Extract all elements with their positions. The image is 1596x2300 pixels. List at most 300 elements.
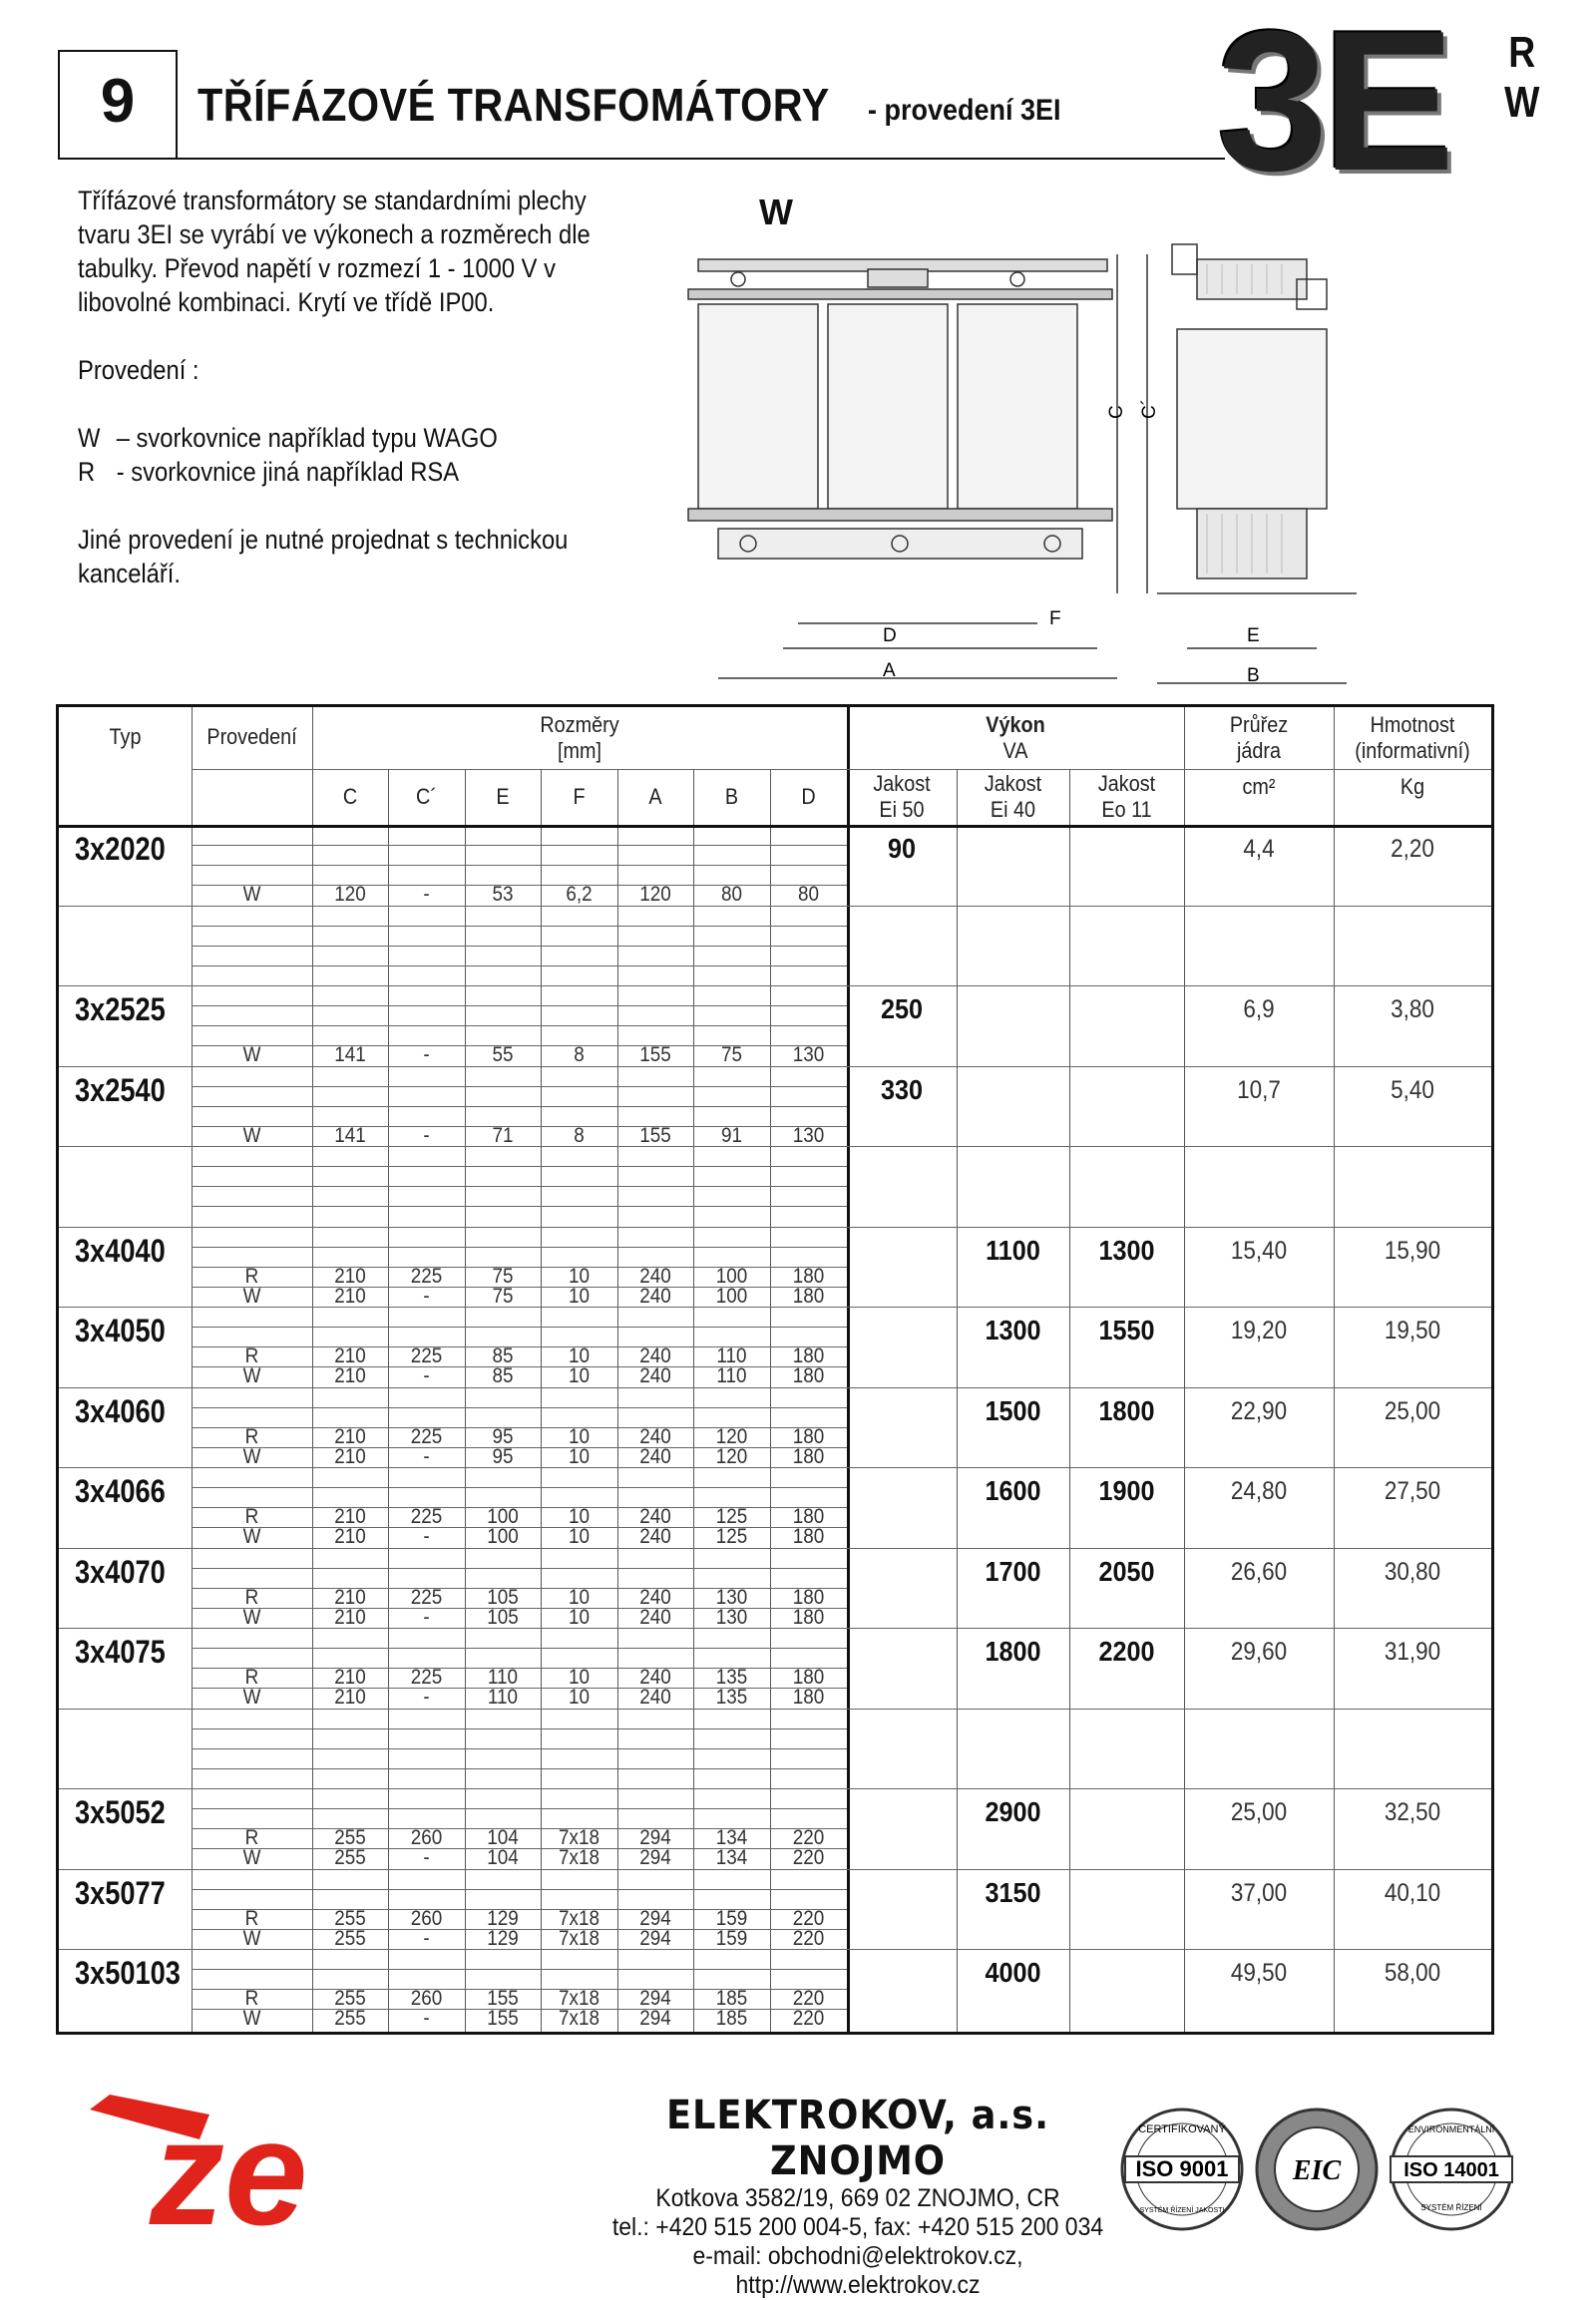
row-dim-F: 10 [568,1444,591,1468]
table-row-divider [192,1005,847,1006]
table-row-divider [192,865,847,866]
option-w [78,421,604,455]
variant-labels [1504,28,1539,128]
row-dim-D: 130 [792,1043,825,1067]
table-row-divider [59,1628,1491,1629]
header-dim-6: D [801,784,816,809]
table-col-divider [465,769,466,2032]
header-dim-5: B [724,784,739,809]
row-prurez: 37,00 [1230,1878,1288,1907]
row-dim-C: 210 [334,1344,366,1368]
row-typ: 3x4040 [75,1232,166,1269]
row-dim-B: 75 [720,1043,743,1067]
row-prurez: 49,50 [1230,1959,1288,1987]
row-dim-C: 210 [334,1505,366,1529]
row-dim-A: 240 [639,1505,671,1529]
row-dim-E: 110 [487,1686,519,1710]
row-hmotnost: 32,50 [1384,1798,1441,1826]
table-row-divider [59,1709,1491,1710]
row-dim-C´: - [423,2007,430,2031]
row-power-ei40: 1100 [986,1234,1040,1266]
row-dim-E: 95 [492,1444,514,1468]
row-dim-A: 155 [639,1123,671,1147]
logo-3e-text: 3E [1217,0,1449,212]
row-dim-D: 180 [792,1605,825,1629]
row-dim-C´: - [423,883,430,907]
row-typ [75,1713,174,1752]
table-row-divider [192,1086,847,1087]
row-hmotnost: 19,50 [1384,1317,1441,1344]
header-provedeni: Provedení [206,724,297,749]
row-dim-D: 180 [792,1344,825,1368]
transformer-drawing [678,239,1436,698]
row-power-ei50: 90 [887,833,917,864]
row-dim-A: 294 [639,1987,671,2011]
row-dim-E: 75 [492,1264,514,1288]
table-row-divider [192,926,847,927]
iso-14001-top: ENVIRONMENTÁLNÍ [1407,2124,1495,2134]
row-dim-A: 240 [639,1444,671,1468]
row-dim-C´: 225 [410,1505,443,1529]
row-dim-B: 91 [720,1123,743,1147]
row-dim-C´: 225 [410,1424,443,1448]
table-row-divider [59,1387,1491,1388]
row-dim-C: 255 [334,2007,366,2031]
header-jakost-2-sub: Ei 40 [990,797,1036,822]
row-dim-C: 255 [334,1826,366,1850]
dim-e-label: E [1247,625,1260,646]
row-dim-A: 240 [639,1364,671,1388]
row-dim-A: 240 [639,1284,671,1308]
row-dim-D: 130 [792,1123,825,1147]
row-dim-A: 155 [639,1043,671,1067]
row-dim-E: 95 [492,1424,514,1448]
row-power-eo11: 1550 [1098,1315,1155,1345]
row-dim-C: 210 [334,1444,366,1468]
row-dim-C´: 225 [410,1666,443,1690]
row-typ: 3x2020 [75,831,166,867]
row-prurez: 22,90 [1230,1396,1288,1425]
row-dim-F: 10 [568,1284,591,1308]
row-dim-C: 210 [334,1585,366,1609]
row-dim-B: 159 [715,1926,748,1950]
page-number: 9 [100,67,136,136]
row-dim-C´: 225 [410,1264,443,1288]
row-typ: 3x4066 [75,1473,166,1509]
row-dim-C: 210 [334,1666,366,1690]
row-dim-A: 240 [639,1686,671,1710]
row-dim-E: 75 [492,1284,514,1308]
row-power-ei40: 1500 [985,1394,1041,1426]
row-dim-C´: - [423,1364,430,1388]
table-row-divider [192,965,847,966]
header-prurez-2: jádra [1236,738,1282,763]
iso-9001-bottom: SYSTÉM ŘÍZENÍ JAKOSTI [1139,2207,1225,2214]
row-dim-E: 100 [487,1525,519,1549]
row-dim-B: 134 [715,1826,748,1850]
table-row-divider [192,1166,847,1167]
row-dim-F: 10 [568,1666,591,1690]
header-vykon: Výkon [986,712,1045,737]
header-rozmery: Rozměry [540,712,619,737]
table-row-divider [192,1768,847,1769]
row-dim-D: 180 [792,1666,825,1690]
row-dim-F: 10 [568,1364,591,1388]
row-dim-A: 294 [639,1926,671,1950]
row-dim-D: 220 [792,1906,825,1930]
table-row-divider [192,1106,847,1107]
option-r-key: R [78,457,96,487]
dim-f-label: F [1049,608,1061,629]
row-hmotnost: 5,40 [1391,1075,1434,1104]
table-row-divider [59,1307,1491,1308]
row-dim-D: 220 [792,1826,825,1850]
row-provedeni: W [242,1284,261,1308]
row-dim-C: 255 [334,1846,366,1870]
row-provedeni: R [244,1826,259,1850]
ze-logo-text: ze [150,2095,308,2244]
row-dim-A: 240 [639,1264,671,1288]
row-dim-B: 125 [715,1525,748,1549]
row-dim-C´: - [423,1123,430,1147]
row-hmotnost: 31,90 [1384,1638,1441,1666]
header-hmotnost-2: (informativní) [1355,738,1470,763]
row-dim-C´: 225 [410,1585,443,1609]
table-row-divider [192,1889,847,1890]
row-typ: 3x4070 [75,1553,166,1590]
row-dim-D: 180 [792,1585,825,1609]
row-typ: 3x2525 [75,991,166,1027]
table-col-divider [770,769,771,2032]
table-col-divider [617,769,618,2032]
row-dim-C: 210 [334,1525,366,1549]
row-provedeni: W [242,2007,261,2031]
row-dim-E: 129 [487,1926,519,1950]
header-divider [178,158,1225,160]
row-dim-A: 240 [639,1585,671,1609]
row-dim-D: 220 [792,2007,825,2031]
variant-w-label: W [1504,78,1540,127]
header-jakost-3-sub: Eo 11 [1101,797,1152,822]
row-dim-A: 240 [639,1666,671,1690]
row-hmotnost: 27,50 [1384,1477,1441,1505]
row-dim-E: 129 [487,1906,519,1930]
row-power-ei40: 1300 [985,1315,1041,1345]
row-dim-D: 180 [792,1525,825,1549]
iso-9001-text: ISO 9001 [1135,2156,1229,2181]
dim-d-label: D [883,625,897,646]
dim-a-label: A [883,660,896,681]
row-dim-F: 8 [574,1123,585,1147]
row-provedeni: R [244,1987,259,2011]
row-dim-C: 210 [334,1605,366,1629]
row-power-ei40: 1600 [985,1475,1041,1506]
dim-b-label: B [1247,665,1260,686]
table-row-divider [192,1487,847,1488]
iso-9001-top: CERTIFIKOVANÝ [1138,2123,1226,2135]
table-row-divider [59,1548,1491,1549]
table-row-divider [192,1808,847,1809]
intro-paragraph: Třífázové transformátory se standardními plechy tvaru 3EI se vyrábí ve výkonech a rozměrech dle tabulky. Převod napětí v rozmezí 1 - 1000 V v libovolné kombinaci. Krytí ve třídě IP00. [78,186,591,317]
row-prurez: 26,60 [1230,1557,1288,1586]
row-dim-C´: 260 [410,1987,443,2011]
table-row-divider [192,1247,847,1248]
row-typ: 3x5052 [75,1794,166,1830]
row-typ: 3x50103 [75,1955,181,1991]
row-dim-E: 71 [492,1123,514,1147]
row-dim-C´: - [423,1444,430,1468]
row-dim-F: 10 [568,1344,591,1368]
row-hmotnost: 25,00 [1384,1396,1441,1425]
row-typ: 3x2540 [75,1071,166,1108]
row-dim-F: 6,2 [566,883,593,907]
row-dim-A: 240 [639,1525,671,1549]
row-dim-D: 180 [792,1444,825,1468]
table-row-divider [59,1869,1491,1870]
table-col-divider [693,769,694,2032]
table-row-divider [59,1467,1491,1468]
provedeni-heading: Provedení : [78,355,200,385]
table-col-divider [388,769,389,2032]
iso-14001-bottom: SYSTÉM ŘÍZENÍ [1420,2203,1482,2212]
table-row-divider [59,1066,1491,1067]
row-provedeni: R [244,1906,259,1930]
ze-logo [90,2095,409,2244]
row-dim-E: 104 [487,1846,519,1870]
row-dim-A: 120 [639,883,671,907]
row-dim-C: 255 [334,1987,366,2011]
row-provedeni: W [242,1043,261,1067]
table-row-divider [59,825,1491,828]
row-power-eo11: 1900 [1098,1475,1155,1506]
option-r-text: - svorkovnice jiná například RSA [116,457,460,487]
row-typ [75,910,174,950]
row-dim-F: 8 [574,1043,585,1067]
row-dim-F: 10 [568,1605,591,1629]
row-provedeni: R [244,1505,259,1529]
row-dim-C´: - [423,1605,430,1629]
row-typ [75,1150,174,1190]
iso-9001-badge [1117,2105,1247,2234]
company-name: ELEKTROKOV, a.s. ZNOJMO [665,2093,1050,2184]
row-dim-C´: - [423,1525,430,1549]
header-hmotnost-unit: Kg [1399,774,1425,799]
contact-note: Jiné provedení je nutné projednat s technickou kanceláří. [78,525,569,588]
row-provedeni: W [242,1364,261,1388]
row-provedeni: R [244,1585,259,1609]
row-dim-B: 100 [715,1284,748,1308]
header-jakost-1: Jakost [873,771,931,796]
table-row-divider [59,1146,1491,1147]
table-row-divider [192,1327,847,1328]
row-dim-A: 294 [639,1906,671,1930]
option-r [78,455,604,489]
row-dim-B: 110 [716,1364,747,1388]
row-dim-E: 100 [487,1505,519,1529]
row-dim-C: 255 [334,1906,366,1930]
row-dim-C´: 260 [410,1826,443,1850]
row-typ: 3x4060 [75,1392,166,1429]
row-dim-C: 210 [334,1284,366,1308]
header-jakost-1-sub: Ei 50 [879,797,925,822]
row-provedeni: R [244,1424,259,1448]
row-dim-F: 7x18 [558,1826,599,1850]
table-col-divider [1069,769,1070,2032]
row-hmotnost: 58,00 [1384,1959,1441,1987]
table-row-divider [192,1969,847,1970]
row-dim-B: 185 [715,1987,748,2011]
header-prurez-unit: cm² [1242,774,1276,799]
eic-badge [1252,2105,1382,2234]
row-power-ei40: 1800 [985,1636,1041,1667]
row-dim-B: 135 [715,1666,748,1690]
header-typ: Typ [109,724,142,749]
row-dim-D: 180 [792,1424,825,1448]
row-power-ei40: 2900 [985,1796,1041,1827]
row-dim-D: 180 [792,1264,825,1288]
header-jakost-2: Jakost [984,771,1042,796]
row-dim-B: 125 [715,1505,748,1529]
row-power-eo11: 1300 [1098,1234,1155,1266]
row-dim-F: 7x18 [558,1906,599,1930]
iso-14001-text: ISO 14001 [1403,2159,1499,2181]
row-provedeni: W [242,1846,261,1870]
table-row-divider [59,1227,1491,1228]
header-dim-0: C [342,784,358,809]
row-dim-C´: 225 [410,1344,443,1368]
row-prurez: 19,20 [1230,1317,1288,1344]
page-number-box [58,50,178,160]
row-dim-F: 7x18 [558,2007,599,2031]
row-prurez: 24,80 [1230,1477,1288,1505]
row-dim-A: 240 [639,1605,671,1629]
row-dim-D: 80 [797,883,820,907]
row-dim-E: 85 [492,1344,514,1368]
table-row-divider [192,1728,847,1729]
option-w-text: – svorkovnice například typu WAGO [116,423,498,453]
row-dim-D: 180 [792,1364,825,1388]
intro-text [78,184,604,624]
row-dim-B: 130 [715,1585,748,1609]
row-dim-D: 180 [792,1284,825,1308]
row-prurez: 4,4 [1243,835,1275,863]
row-typ: 3x4050 [75,1313,166,1348]
row-dim-B: 80 [720,883,743,907]
row-power-ei40: 3150 [985,1876,1041,1908]
row-dim-E: 155 [487,1987,519,2011]
row-dim-A: 240 [639,1344,671,1368]
row-typ: 3x4075 [75,1634,166,1670]
row-dim-B: 185 [715,2007,748,2031]
row-power-ei50: 330 [880,1073,924,1105]
row-dim-C: 141 [334,1043,366,1067]
iso-14001-badge [1387,2105,1516,2234]
table-row-divider [192,1748,847,1749]
row-dim-F: 10 [568,1264,591,1288]
dim-c-label: C [1106,405,1127,419]
row-dim-E: 155 [487,2007,519,2031]
header-dim-1: C´ [416,784,437,809]
brand-logo-3e [1217,0,1449,212]
row-dim-C´: - [423,1686,430,1710]
row-dim-F: 7x18 [558,1987,599,2011]
row-dim-B: 135 [715,1686,748,1710]
row-power-eo11: 2200 [1098,1636,1155,1667]
header-dim-2: E [496,784,510,809]
row-prurez: 29,60 [1230,1638,1288,1666]
variant-r-label: R [1508,28,1536,77]
row-hmotnost: 3,80 [1391,995,1434,1023]
row-dim-C: 210 [334,1686,366,1710]
row-dim-C: 255 [334,1926,366,1950]
page-subtitle: - provedení 3EI [868,94,1061,127]
table-row-divider [192,1407,847,1408]
table-row-divider [192,946,847,947]
row-dim-F: 10 [568,1525,591,1549]
header-vykon-unit: VA [1002,738,1028,763]
row-dim-E: 85 [492,1364,514,1388]
row-prurez: 25,00 [1230,1798,1288,1826]
row-hmotnost: 40,10 [1384,1878,1441,1907]
row-dim-E: 104 [487,1826,519,1850]
row-dim-C´: - [423,1043,430,1067]
row-dim-F: 7x18 [558,1926,599,1950]
row-dim-A: 240 [639,1424,671,1448]
table-row-divider [192,845,847,846]
row-hmotnost: 15,90 [1384,1236,1441,1265]
row-hmotnost: 30,80 [1384,1557,1441,1586]
row-provedeni: W [242,883,261,907]
dim-c2-label: C´ [1139,398,1160,419]
header-rozmery-unit: [mm] [557,738,601,763]
row-dim-A: 294 [639,1826,671,1850]
row-dim-A: 294 [639,2007,671,2031]
table-row-divider [59,1949,1491,1950]
row-dim-F: 10 [568,1686,591,1710]
header-dim-3: F [573,784,586,809]
row-dim-E: 53 [492,883,514,907]
row-dim-A: 294 [639,1846,671,1870]
row-dim-D: 220 [792,1846,825,1870]
option-w-key: W [78,423,101,453]
table-row-divider [59,906,1491,907]
row-provedeni: R [244,1264,259,1288]
row-power-eo11: 2050 [1098,1555,1155,1587]
row-dim-C: 141 [334,1123,366,1147]
row-dim-D: 220 [792,1926,825,1950]
row-dim-C: 210 [334,1264,366,1288]
row-dim-C: 210 [334,1424,366,1448]
row-provedeni: R [244,1344,259,1368]
spec-table [56,704,1494,2035]
row-dim-F: 10 [568,1424,591,1448]
header-hmotnost: Hmotnost [1370,712,1455,737]
row-prurez: 10,7 [1237,1075,1281,1104]
row-power-ei50: 250 [880,993,924,1024]
row-hmotnost: 2,20 [1391,835,1434,863]
row-dim-B: 134 [715,1846,748,1870]
row-provedeni: W [242,1123,261,1147]
company-address: Kotkova 3582/19, 669 02 ZNOJMO, CR [655,2184,1060,2212]
row-dim-C´: - [423,1926,430,1950]
row-provedeni: W [242,1444,261,1468]
header-prurez: Průřez [1229,712,1289,737]
table-col-divider [541,769,542,2032]
row-dim-F: 7x18 [558,1846,599,1870]
table-row-divider [192,1025,847,1026]
table-row-divider [192,1648,847,1649]
row-dim-E: 55 [492,1043,514,1067]
